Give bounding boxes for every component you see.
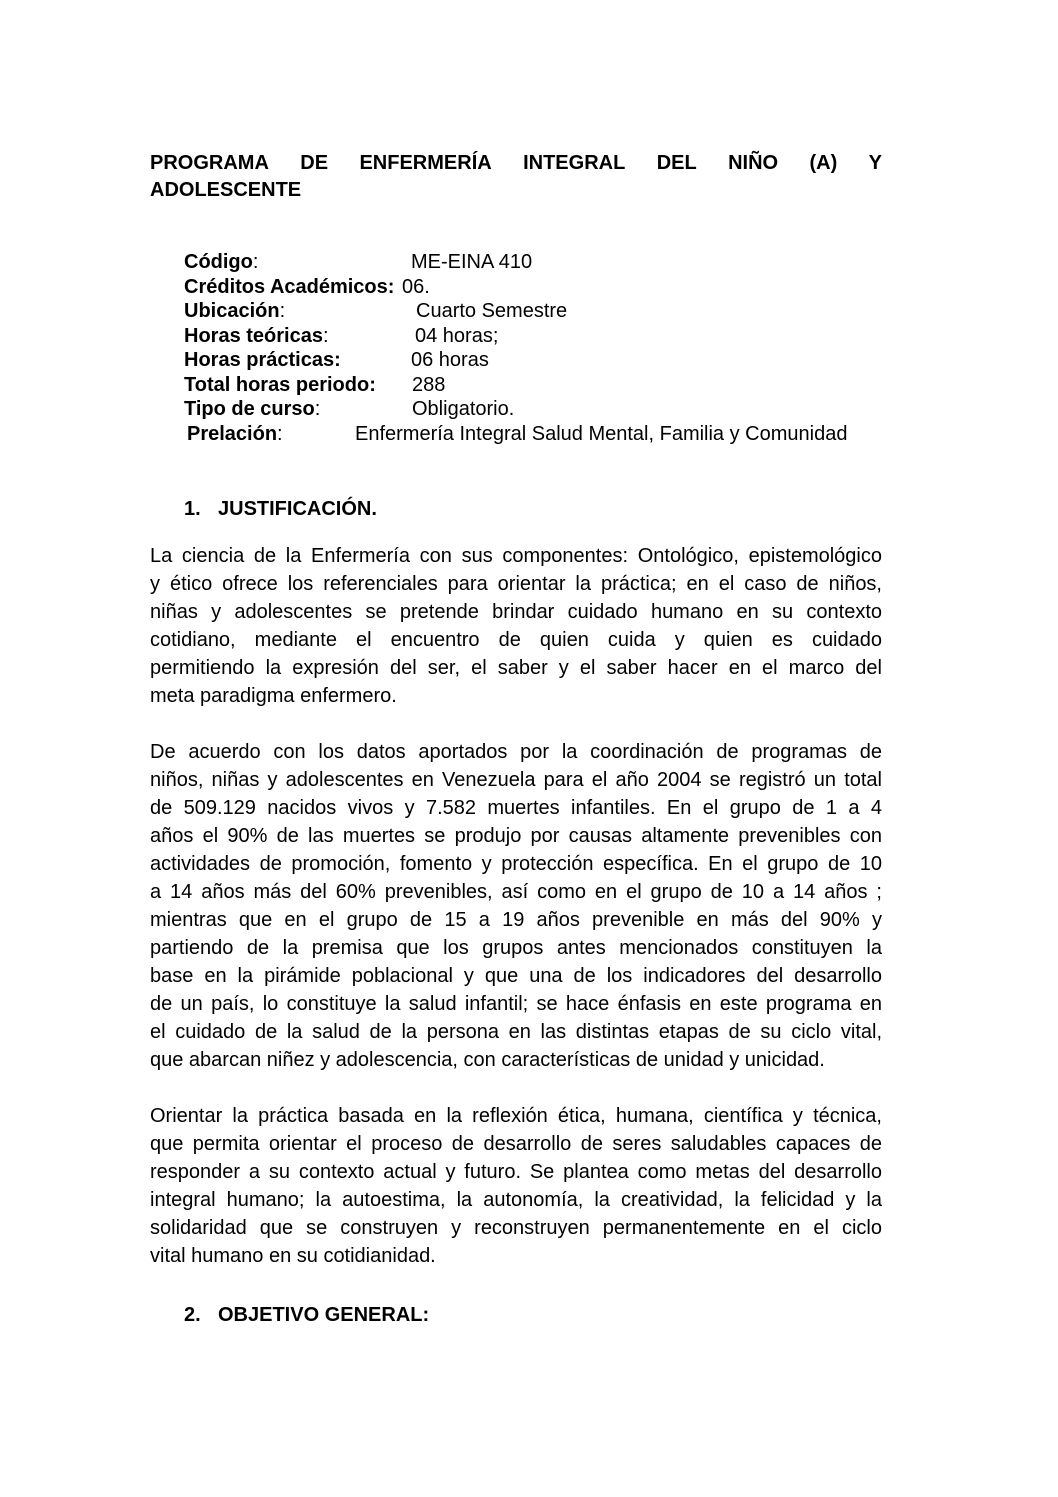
info-value: ME-EINA 410 [411,251,533,273]
paragraph-line: que permita orientar el proceso de desarrollo de seres saludables capaces de [150,1133,882,1155]
info-row-horas-teoricas [184,324,499,349]
paragraph-line: años el 90% de las muertes se produjo por causas altamente prevenibles con [150,825,882,847]
info-value: 06. [402,275,430,298]
paragraph-line: de 509.129 nacidos vivos y 7.582 muertes infantiles. En el grupo de 1 a 4 [150,797,882,819]
title-word: DE [300,152,329,174]
info-label: Tipo de curso [184,398,315,420]
section-title: OBJETIVO GENERAL: [218,1304,430,1326]
info-label-suffix: : [277,422,283,445]
paragraph-line: niñas y adolescentes se pretende brindar cuidado humano en su contexto [150,601,882,623]
paragraph-line: integral humano; la autoestima, la autonomía, la creatividad, la felicidad y la [150,1189,882,1211]
info-label: Ubicación [184,300,280,322]
info-row-total-horas [184,373,446,398]
paragraph-line: solidaridad que se construyen y reconstruyen permanentemente en el ciclo [150,1217,882,1239]
title-word: PROGRAMA [150,152,269,174]
paragraph-1 [150,542,882,710]
paragraph-line: Orientar la práctica basada en la reflexión ética, humana, científica y técnica, [150,1105,882,1127]
info-value: Cuarto Semestre [416,300,568,322]
paragraph-line: La ciencia de la Enfermería con sus componentes: Ontológico, epistemológico [150,545,882,567]
info-row-prelacion [184,422,848,447]
info-row-tipo-curso [184,397,515,422]
section-number: 1. [184,498,201,520]
paragraph-line: cotidiano, mediante el encuentro de quien cuida y quien es cuidado [150,629,882,651]
info-value: Obligatorio. [412,398,515,420]
info-row-horas-practicas [184,348,489,373]
paragraph-line: permitiendo la expresión del ser, el saber y el saber hacer en el marco del [150,657,882,679]
title-line-1 [150,150,882,177]
section-heading-justificacion [184,496,377,522]
info-label: Total horas periodo: [184,373,376,396]
section-number: 2. [184,1304,201,1326]
info-row-codigo [184,250,533,275]
paragraph-line: a 14 años más del 60% prevenibles, así como en el grupo de 10 a 14 años ; [150,881,882,903]
paragraph-line: vital humano en su cotidianidad. [150,1245,436,1267]
title-word: NIÑO [728,152,779,174]
course-info [184,250,848,446]
paragraph-3 [150,1102,882,1270]
title-line-2: ADOLESCENTE [150,179,302,201]
info-value: 288 [412,373,446,396]
paragraph-line: mientras que en el grupo de 15 a 19 años prevenible en más del 90% y [150,909,882,931]
info-label: Horas prácticas: [184,349,341,371]
paragraph-line: de un país, lo constituye la salud infantil; se hace énfasis en este programa en [150,993,882,1015]
paragraph-line: base en la pirámide poblacional y que una de los indicadores del desarrollo [150,965,882,987]
info-label: Código [184,251,253,273]
paragraph-line: partiendo de la premisa que los grupos antes mencionados constituyen la [150,937,882,959]
section-heading-objetivo-general [184,1302,429,1328]
info-label: Prelación [187,422,278,445]
info-row-creditos [184,275,430,300]
paragraph-line: meta paradigma enfermero. [150,685,397,707]
info-value: 04 horas; [415,324,499,347]
title-word: DEL [656,152,697,174]
document-title [150,150,882,204]
title-word: (A) [809,152,838,174]
paragraph-2 [150,738,882,1074]
info-label-suffix: : [279,300,286,322]
paragraph-line: responder a su contexto actual y futuro. Se plantea como metas del desarrollo [150,1161,882,1183]
paragraph-line: el cuidado de la salud de la persona en las distintas etapas de su ciclo vital, [150,1021,882,1043]
paragraph-line: niños, niñas y adolescentes en Venezuela para el año 2004 se registró un total [150,769,882,791]
paragraph-line: De acuerdo con los datos aportados por la coordinación de programas de [150,741,882,763]
paragraph-line: y ético ofrece los referenciales para orientar la práctica; en el caso de niños, [150,573,882,595]
title-word: Y [868,152,882,174]
paragraph-line: que abarcan niñez y adolescencia, con características de unidad y unicidad. [150,1049,825,1071]
info-label: Créditos Académicos: [184,275,395,298]
section-title: JUSTIFICACIÓN. [218,498,377,520]
title-word: INTEGRAL [523,152,626,174]
paragraph-line: actividades de promoción, fomento y protección específica. En el grupo de 10 [150,853,882,875]
title-word: ENFERMERÍA [359,152,492,174]
info-value: Enfermería Integral Salud Mental, Familia y Comunidad [355,422,848,445]
info-label: Horas teóricas [184,324,323,347]
info-label-suffix: : [252,251,259,273]
info-label-suffix: : [322,324,329,347]
info-label-suffix: : [314,398,321,420]
info-row-ubicacion [184,299,568,324]
info-value: 06 horas [411,349,489,371]
